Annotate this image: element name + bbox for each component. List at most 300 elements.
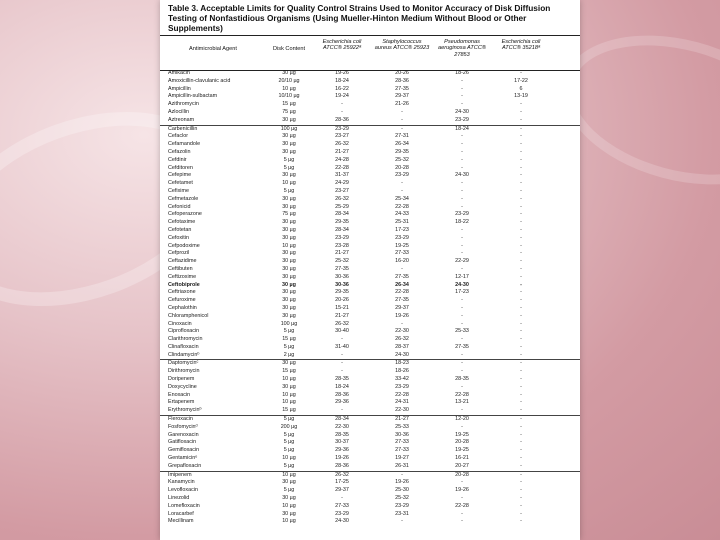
cell-ecoli-25922: 23-28 xyxy=(335,242,349,249)
cell-staph-aureus: 25-32 xyxy=(395,495,409,502)
table-row xyxy=(160,439,580,447)
cell-pseudomonas: 22-28 xyxy=(455,502,469,509)
cell-staph-aureus: 27-35 xyxy=(395,273,409,280)
cell-pseudomonas: - xyxy=(461,304,463,311)
cell-disk-content: 2 µg xyxy=(283,351,295,358)
cell-disk-content: 30 µg xyxy=(282,116,296,123)
cell-ecoli-35218: - xyxy=(520,431,522,438)
cell-ecoli-25922: 30-36 xyxy=(335,273,349,280)
cell-pseudomonas: - xyxy=(461,195,463,202)
cell-agent: Cefprozil xyxy=(168,250,190,257)
cell-agent: Carbenicillin xyxy=(168,125,198,132)
table-row xyxy=(160,204,580,212)
table-row xyxy=(160,313,580,321)
cell-ecoli-25922: 21-27 xyxy=(335,148,349,155)
cell-disk-content: 30 µg xyxy=(282,510,296,517)
cell-disk-content: 10 µg xyxy=(282,518,296,525)
cell-pseudomonas: 12-17 xyxy=(455,273,469,280)
cell-agent: Aztreonam xyxy=(168,116,195,123)
cell-ecoli-35218: - xyxy=(520,289,522,296)
cell-disk-content: 30 µg xyxy=(282,304,296,311)
table-row xyxy=(160,117,580,125)
cell-ecoli-25922: - xyxy=(341,360,343,367)
cell-staph-aureus: 23-29 xyxy=(395,502,409,509)
cell-disk-content: 10/10 µg xyxy=(278,93,300,100)
cell-agent: Ceftizoxime xyxy=(168,273,197,280)
cell-pseudomonas: 18-26 xyxy=(455,70,469,76)
table-row xyxy=(160,93,580,101)
table-row xyxy=(160,133,580,141)
cell-disk-content: 30 µg xyxy=(282,70,296,76)
cell-agent: Amoxicillin-clavulanic acid xyxy=(168,77,231,84)
cell-agent: Clindamycinᵇ xyxy=(168,351,200,358)
cell-ecoli-35218: - xyxy=(520,219,522,226)
cell-agent: Ceftibuten xyxy=(168,265,193,272)
table-row xyxy=(160,495,580,503)
cell-pseudomonas: - xyxy=(461,187,463,194)
cell-staph-aureus: 25-31 xyxy=(395,219,409,226)
cell-ecoli-35218: - xyxy=(520,195,522,202)
cell-staph-aureus: 22-28 xyxy=(395,203,409,210)
cell-ecoli-25922: 27-35 xyxy=(335,265,349,272)
cell-staph-aureus: 29-37 xyxy=(395,93,409,100)
cell-ecoli-25922: - xyxy=(341,336,343,343)
table-row xyxy=(160,487,580,495)
cell-ecoli-35218: - xyxy=(520,101,522,108)
table-row xyxy=(160,415,580,424)
cell-staph-aureus: 23-29 xyxy=(395,234,409,241)
cell-disk-content: 5 µg xyxy=(283,343,295,350)
cell-disk-content: 30 µg xyxy=(282,289,296,296)
table-row xyxy=(160,266,580,274)
cell-ecoli-25922: 30-40 xyxy=(335,328,349,335)
cell-agent: Cefpodoxime xyxy=(168,242,200,249)
cell-staph-aureus: - xyxy=(401,108,403,115)
cell-disk-content: 30 µg xyxy=(282,226,296,233)
cell-agent: Doxycycline xyxy=(168,383,197,390)
cell-ecoli-35218: - xyxy=(520,423,522,430)
cell-ecoli-35218: - xyxy=(520,273,522,280)
cell-pseudomonas: - xyxy=(461,133,463,140)
cell-pseudomonas: - xyxy=(461,148,463,155)
cell-disk-content: 5 µg xyxy=(283,447,295,454)
table-row xyxy=(160,432,580,440)
cell-staph-aureus: 27-35 xyxy=(395,85,409,92)
cell-agent: Ertapenem xyxy=(168,399,195,406)
cell-ecoli-35218: - xyxy=(520,242,522,249)
cell-staph-aureus: 30-36 xyxy=(395,431,409,438)
cell-pseudomonas: - xyxy=(461,518,463,525)
cell-ecoli-25922: 26-32 xyxy=(335,471,349,478)
cell-ecoli-25922: 20-26 xyxy=(335,297,349,304)
cell-ecoli-35218: - xyxy=(520,439,522,446)
cell-agent: Erythromycinᵇ xyxy=(168,407,202,414)
cell-disk-content: 10 µg xyxy=(282,471,296,478)
table-row xyxy=(160,227,580,235)
cell-ecoli-25922: 26-32 xyxy=(335,195,349,202)
cell-pseudomonas: - xyxy=(461,164,463,171)
cell-disk-content: 30 µg xyxy=(282,297,296,304)
table-row xyxy=(160,180,580,188)
cell-staph-aureus: 28-37 xyxy=(395,343,409,350)
table-body xyxy=(160,70,580,526)
cell-ecoli-35218: 6 xyxy=(519,85,523,92)
cell-ecoli-35218: - xyxy=(520,351,522,358)
cell-pseudomonas: - xyxy=(461,423,463,430)
cell-staph-aureus: 16-20 xyxy=(395,258,409,265)
cell-ecoli-25922: 29-35 xyxy=(335,289,349,296)
cell-ecoli-35218: - xyxy=(520,455,522,462)
cell-pseudomonas: 17-23 xyxy=(455,289,469,296)
cell-ecoli-35218: - xyxy=(520,250,522,257)
table-row xyxy=(160,101,580,109)
cell-agent: Clarithromycin xyxy=(168,336,203,343)
cell-ecoli-35218: - xyxy=(520,518,522,525)
cell-agent: Dirithromycin xyxy=(168,368,200,375)
cell-staph-aureus: 27-33 xyxy=(395,250,409,257)
cell-disk-content: 75 µg xyxy=(282,108,296,115)
cell-ecoli-25922: 28-36 xyxy=(335,391,349,398)
cell-agent: Lomefloxacin xyxy=(168,502,200,509)
cell-agent: Grepafloxacin xyxy=(168,462,202,469)
cell-agent: Fosfomycinᵈ xyxy=(168,423,198,430)
cell-ecoli-35218: - xyxy=(520,226,522,233)
cell-ecoli-25922: 28-35 xyxy=(335,431,349,438)
table-row xyxy=(160,399,580,407)
cell-ecoli-35218: - xyxy=(520,187,522,194)
table-row xyxy=(160,328,580,336)
cell-pseudomonas: 23-29 xyxy=(455,116,469,123)
cell-ecoli-35218: - xyxy=(520,148,522,155)
cell-agent: Levofloxacin xyxy=(168,487,198,494)
cell-pseudomonas: 27-35 xyxy=(455,343,469,350)
cell-disk-content: 100 µg xyxy=(280,320,298,327)
cell-ecoli-25922: 26-32 xyxy=(335,320,349,327)
cell-disk-content: 30 µg xyxy=(282,495,296,502)
cell-pseudomonas: 22-29 xyxy=(455,258,469,265)
cell-agent: Cefmetazole xyxy=(168,195,199,202)
cell-ecoli-25922: 29-35 xyxy=(335,219,349,226)
cell-disk-content: 30 µg xyxy=(282,133,296,140)
cell-ecoli-25922: 28-34 xyxy=(335,226,349,233)
cell-ecoli-35218: - xyxy=(520,336,522,343)
cell-agent: Amikacin xyxy=(168,70,190,76)
cell-ecoli-35218: - xyxy=(520,156,522,163)
cell-disk-content: 10 µg xyxy=(282,180,296,187)
cell-agent: Ampicillin-sulbactam xyxy=(168,93,218,100)
cell-ecoli-25922: - xyxy=(341,368,343,375)
cell-disk-content: 5 µg xyxy=(283,164,295,171)
cell-ecoli-35218: - xyxy=(520,172,522,179)
cell-pseudomonas: - xyxy=(461,141,463,148)
cell-pseudomonas: 18-24 xyxy=(455,125,469,132)
cell-agent: Cefuroxime xyxy=(168,297,196,304)
cell-ecoli-25922: 28-36 xyxy=(335,462,349,469)
cell-disk-content: 30 µg xyxy=(282,312,296,319)
table-row xyxy=(160,352,580,360)
cell-staph-aureus: - xyxy=(401,125,403,132)
document-page xyxy=(160,0,580,540)
table-row xyxy=(160,243,580,251)
cell-disk-content: 15 µg xyxy=(282,368,296,375)
cell-ecoli-35218: - xyxy=(520,510,522,517)
cell-staph-aureus: 26-34 xyxy=(395,281,409,288)
cell-pseudomonas: 19-26 xyxy=(455,487,469,494)
cell-ecoli-35218: - xyxy=(520,265,522,272)
cell-agent: Azithromycin xyxy=(168,101,199,108)
cell-ecoli-35218: - xyxy=(520,133,522,140)
cell-disk-content: 5 µg xyxy=(283,416,295,423)
table-row xyxy=(160,305,580,313)
header-pseudomonas: Pseudomonas aeruginosa ATCC® 27853 xyxy=(438,39,486,58)
table-row xyxy=(160,463,580,471)
cell-disk-content: 5 µg xyxy=(283,487,295,494)
cell-ecoli-35218: - xyxy=(520,304,522,311)
cell-staph-aureus: 19-26 xyxy=(395,312,409,319)
cell-staph-aureus: 24-33 xyxy=(395,211,409,218)
cell-disk-content: 10 µg xyxy=(282,85,296,92)
cell-ecoli-35218: - xyxy=(520,70,522,76)
header-disk-content: Disk Content xyxy=(272,46,306,52)
cell-ecoli-35218: 13-19 xyxy=(514,93,528,100)
cell-staph-aureus: 22-28 xyxy=(395,391,409,398)
cell-ecoli-25922: 22-30 xyxy=(335,423,349,430)
cell-ecoli-25922: 28-35 xyxy=(335,376,349,383)
table-row xyxy=(160,219,580,227)
table-row xyxy=(160,78,580,86)
cell-staph-aureus: - xyxy=(401,187,403,194)
cell-ecoli-25922: 23-29 xyxy=(335,234,349,241)
table-row xyxy=(160,211,580,219)
cell-ecoli-25922: 31-37 xyxy=(335,172,349,179)
table-row xyxy=(160,157,580,165)
cell-staph-aureus: 21-27 xyxy=(395,416,409,423)
cell-pseudomonas: - xyxy=(461,250,463,257)
cell-staph-aureus: 27-35 xyxy=(395,297,409,304)
cell-disk-content: 30 µg xyxy=(282,273,296,280)
cell-staph-aureus: 24-31 xyxy=(395,399,409,406)
cell-disk-content: 75 µg xyxy=(282,211,296,218)
cell-agent: Garenoxacin xyxy=(168,431,199,438)
cell-pseudomonas: 12-20 xyxy=(455,416,469,423)
table-row xyxy=(160,376,580,384)
table-row xyxy=(160,235,580,243)
cell-agent: Cefdinir xyxy=(168,156,187,163)
cell-pseudomonas: - xyxy=(461,320,463,327)
cell-pseudomonas: - xyxy=(461,203,463,210)
cell-pseudomonas: 24-30 xyxy=(455,172,469,179)
cell-staph-aureus: 22-28 xyxy=(395,289,409,296)
cell-pseudomonas: - xyxy=(461,368,463,375)
cell-agent: Gentamicinᵉ xyxy=(168,455,198,462)
cell-agent: Fleroxacin xyxy=(168,416,193,423)
cell-agent: Cefonicid xyxy=(168,203,191,210)
cell-agent: Mecillinam xyxy=(168,518,194,525)
table-row xyxy=(160,471,580,480)
cell-staph-aureus: 26-34 xyxy=(395,141,409,148)
cell-ecoli-35218: - xyxy=(520,297,522,304)
cell-agent: Loracarbef xyxy=(168,510,194,517)
cell-disk-content: 30 µg xyxy=(282,383,296,390)
cell-pseudomonas: 24-30 xyxy=(455,108,469,115)
cell-disk-content: 30 µg xyxy=(282,172,296,179)
header-ecoli-35218: Escherichia coli ATCC® 35218ª xyxy=(501,39,541,52)
table-row xyxy=(160,479,580,487)
cell-pseudomonas: 24-30 xyxy=(455,281,469,288)
cell-disk-content: 30 µg xyxy=(282,141,296,148)
cell-ecoli-35218: - xyxy=(520,360,522,367)
cell-agent: Cefaclor xyxy=(168,133,189,140)
cell-pseudomonas: 18-22 xyxy=(455,219,469,226)
cell-agent: Ciprofloxacin xyxy=(168,328,200,335)
cell-agent: Clinafloxacin xyxy=(168,343,199,350)
cell-disk-content: 30 µg xyxy=(282,148,296,155)
cell-agent: Kanamycin xyxy=(168,479,195,486)
cell-disk-content: 30 µg xyxy=(282,203,296,210)
table-row xyxy=(160,455,580,463)
cell-staph-aureus: 18-23 xyxy=(395,360,409,367)
cell-ecoli-35218: - xyxy=(520,471,522,478)
cell-ecoli-25922: 22-28 xyxy=(335,164,349,171)
cell-pseudomonas: - xyxy=(461,510,463,517)
cell-disk-content: 30 µg xyxy=(282,265,296,272)
cell-ecoli-25922: - xyxy=(341,495,343,502)
cell-staph-aureus: - xyxy=(401,320,403,327)
table-row xyxy=(160,447,580,455)
cell-agent: Cefazolin xyxy=(168,148,191,155)
cell-staph-aureus: 26-32 xyxy=(395,336,409,343)
cell-agent: Cefotetan xyxy=(168,226,192,233)
cell-disk-content: 5 µg xyxy=(283,187,295,194)
cell-staph-aureus: 19-27 xyxy=(395,455,409,462)
cell-disk-content: 10 µg xyxy=(282,455,296,462)
cell-staph-aureus: 18-26 xyxy=(395,368,409,375)
cell-ecoli-35218: - xyxy=(520,502,522,509)
cell-ecoli-25922: 15-21 xyxy=(335,304,349,311)
cell-ecoli-25922: - xyxy=(341,351,343,358)
table-row xyxy=(160,511,580,519)
cell-pseudomonas: - xyxy=(461,407,463,414)
cell-ecoli-35218: - xyxy=(520,312,522,319)
cell-ecoli-35218: - xyxy=(520,383,522,390)
cell-agent: Cefotaxime xyxy=(168,219,196,226)
cell-pseudomonas: - xyxy=(461,242,463,249)
table-row xyxy=(160,289,580,297)
cell-ecoli-35218: - xyxy=(520,281,522,288)
cell-disk-content: 20/10 µg xyxy=(278,77,300,84)
cell-ecoli-25922: 19-26 xyxy=(335,455,349,462)
cell-pseudomonas: - xyxy=(461,383,463,390)
cell-pseudomonas: - xyxy=(461,101,463,108)
cell-pseudomonas: 20-28 xyxy=(455,439,469,446)
cell-staph-aureus: 25-32 xyxy=(395,156,409,163)
cell-pseudomonas: 20-28 xyxy=(455,471,469,478)
cell-ecoli-25922: 18-24 xyxy=(335,383,349,390)
cell-disk-content: 30 µg xyxy=(282,195,296,202)
header-agent: Antimicrobial Agent xyxy=(189,46,237,52)
cell-disk-content: 15 µg xyxy=(282,407,296,414)
table-row xyxy=(160,407,580,415)
cell-agent: Cinoxacin xyxy=(168,320,192,327)
cell-disk-content: 5 µg xyxy=(283,439,295,446)
cell-pseudomonas: 16-21 xyxy=(455,455,469,462)
header-staph-aureus: Staphylococcus aureus ATCC® 25923 xyxy=(374,39,430,52)
cell-ecoli-25922: 29-37 xyxy=(335,487,349,494)
cell-pseudomonas: - xyxy=(461,93,463,100)
cell-agent: Ceftriaxone xyxy=(168,289,196,296)
cell-ecoli-35218: - xyxy=(520,399,522,406)
table-header xyxy=(160,35,580,71)
cell-pseudomonas: - xyxy=(461,156,463,163)
cell-agent: Ceftobiprole xyxy=(168,281,200,288)
table-row xyxy=(160,344,580,352)
cell-ecoli-25922: 29-36 xyxy=(335,399,349,406)
header-ecoli-25922: Escherichia coli ATCC® 25922ª xyxy=(322,39,362,52)
cell-ecoli-25922: 24-30 xyxy=(335,518,349,525)
cell-disk-content: 100 µg xyxy=(280,125,298,132)
cell-staph-aureus: - xyxy=(401,116,403,123)
cell-disk-content: 30 µg xyxy=(282,258,296,265)
cell-agent: Cefetamet xyxy=(168,180,193,187)
cell-staph-aureus: - xyxy=(401,265,403,272)
cell-ecoli-25922: 26-32 xyxy=(335,141,349,148)
cell-disk-content: 10 µg xyxy=(282,391,296,398)
table-row xyxy=(160,384,580,392)
cell-disk-content: 10 µg xyxy=(282,376,296,383)
cell-pseudomonas: - xyxy=(461,336,463,343)
cell-staph-aureus: 27-33 xyxy=(395,439,409,446)
cell-ecoli-35218: - xyxy=(520,180,522,187)
table-row xyxy=(160,109,580,117)
cell-ecoli-25922: 19-26 xyxy=(335,70,349,76)
cell-pseudomonas: - xyxy=(461,180,463,187)
cell-pseudomonas: 25-33 xyxy=(455,328,469,335)
cell-ecoli-35218: - xyxy=(520,447,522,454)
cell-ecoli-25922: 16-22 xyxy=(335,85,349,92)
cell-staph-aureus: 24-30 xyxy=(395,351,409,358)
cell-staph-aureus: 26-31 xyxy=(395,462,409,469)
cell-ecoli-25922: 19-24 xyxy=(335,93,349,100)
cell-ecoli-25922: 25-32 xyxy=(335,258,349,265)
cell-staph-aureus: 20-28 xyxy=(395,164,409,171)
cell-disk-content: 10 µg xyxy=(282,399,296,406)
cell-ecoli-25922: 23-29 xyxy=(335,510,349,517)
cell-ecoli-25922: 27-33 xyxy=(335,502,349,509)
table-row xyxy=(160,518,580,526)
cell-ecoli-35218: - xyxy=(520,376,522,383)
cell-disk-content: 30 µg xyxy=(282,219,296,226)
cell-disk-content: 10 µg xyxy=(282,502,296,509)
cell-ecoli-25922: 28-36 xyxy=(335,116,349,123)
cell-disk-content: 5 µg xyxy=(283,156,295,163)
cell-ecoli-25922: - xyxy=(341,101,343,108)
cell-ecoli-25922: 28-34 xyxy=(335,416,349,423)
cell-staph-aureus: 23-29 xyxy=(395,383,409,390)
cell-staph-aureus: 22-30 xyxy=(395,407,409,414)
cell-disk-content: 200 µg xyxy=(280,423,298,430)
cell-agent: Cefamandole xyxy=(168,141,201,148)
cell-agent: Linezolid xyxy=(168,495,190,502)
cell-ecoli-35218: - xyxy=(520,407,522,414)
cell-ecoli-35218: - xyxy=(520,495,522,502)
cell-staph-aureus: 19-25 xyxy=(395,242,409,249)
cell-ecoli-25922: 24-28 xyxy=(335,156,349,163)
cell-staph-aureus: 23-31 xyxy=(395,510,409,517)
cell-agent: Imipenem xyxy=(168,471,192,478)
table-row xyxy=(160,188,580,196)
cell-staph-aureus: 25-30 xyxy=(395,487,409,494)
cell-ecoli-35218: - xyxy=(520,203,522,210)
